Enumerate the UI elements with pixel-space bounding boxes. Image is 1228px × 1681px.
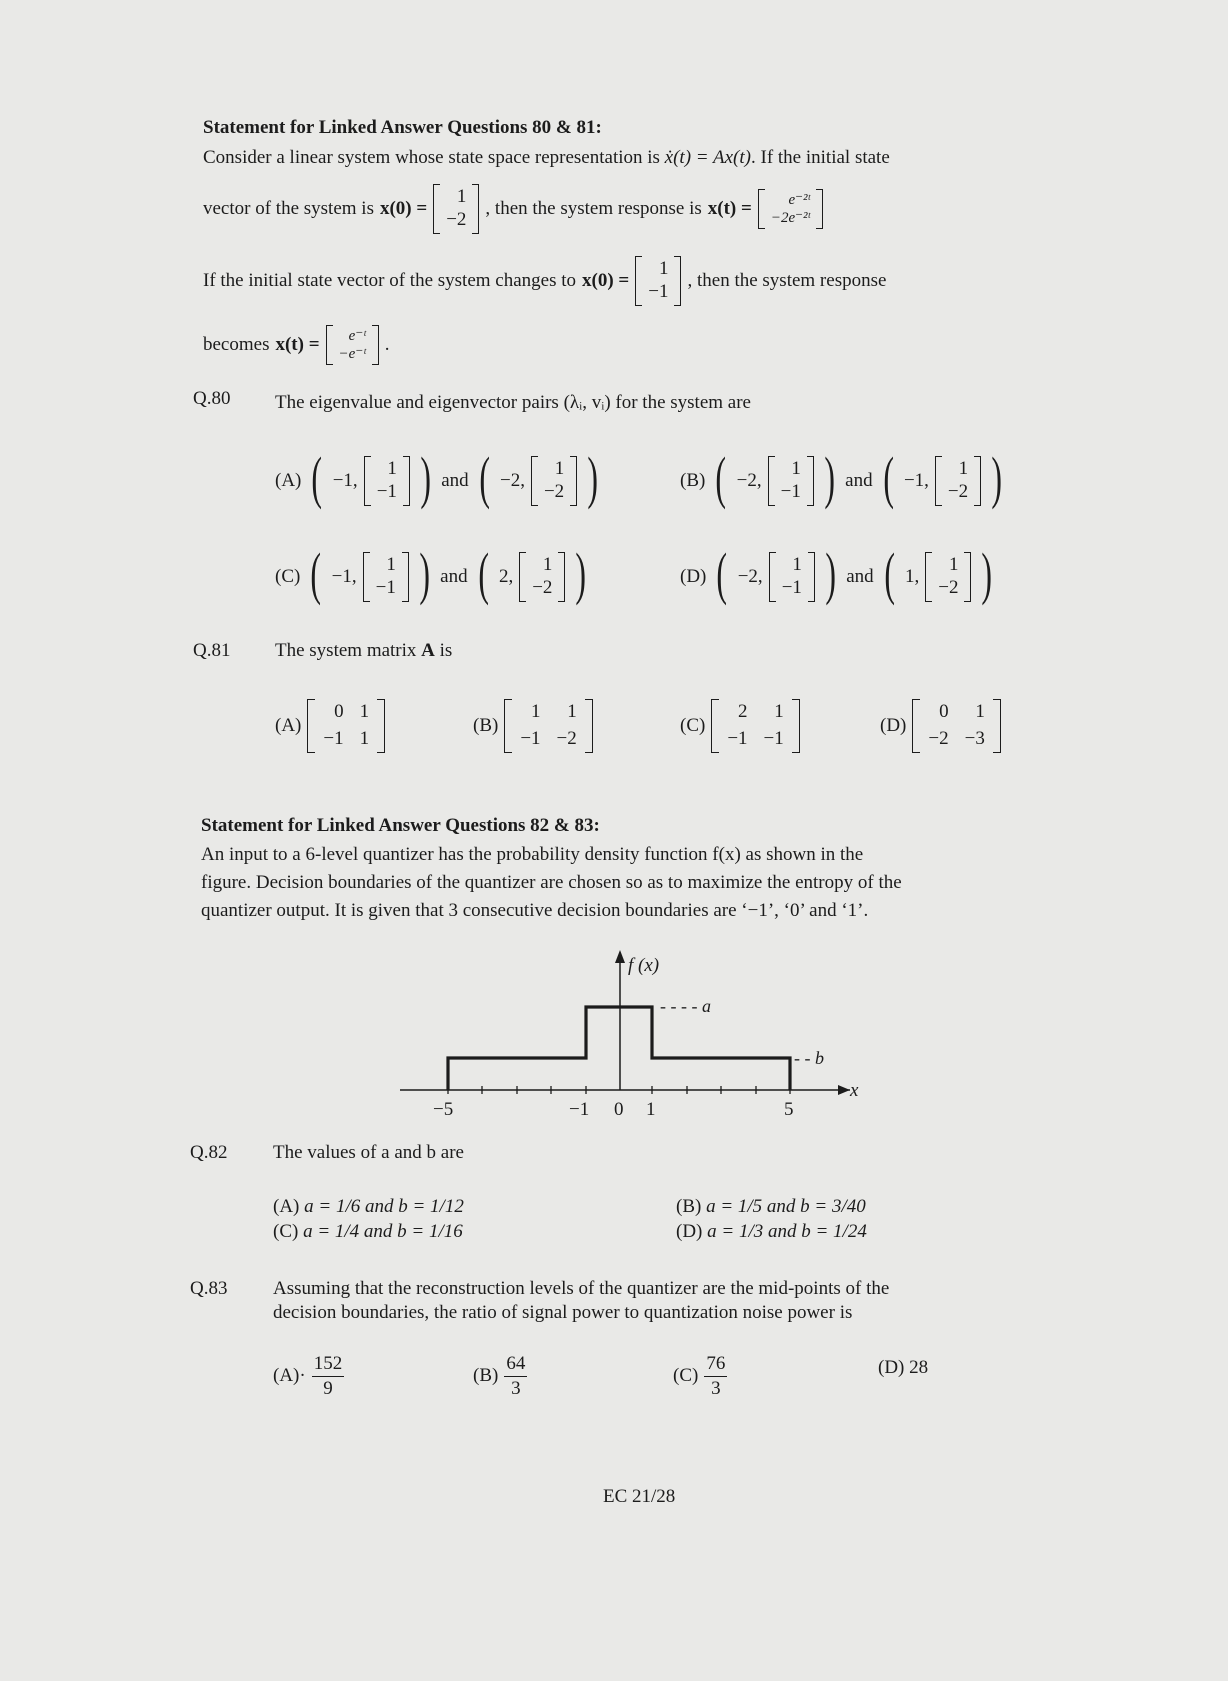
y-axis-arrow (615, 950, 625, 963)
question-83-line-2: decision boundaries, the ratio of signal power to quantization noise power is (273, 1302, 853, 1323)
pdf-figure (390, 945, 870, 1125)
x-axis-label: x (850, 1080, 859, 1101)
section-heading-82-83: Statement for Linked Answer Questions 82 & 83: (201, 815, 600, 836)
q80-option-c: (C) ( −1, 1 −1 ) and ( 2, 1 −2 ) (275, 541, 587, 606)
x-axis-arrow (838, 1085, 850, 1095)
q80-option-d: (D) ( −2, 1 −1 ) and ( 1, 1 −2 ) (680, 541, 993, 606)
y-axis-label: f (x) (628, 955, 660, 976)
q82-option-b: (B) a = 1/5 and b = 3/40 (676, 1196, 866, 1217)
new-initial-state-vector: 1 −1 (635, 256, 681, 306)
b-level-label: - - b (794, 1048, 824, 1068)
statement-line-1: Consider a linear system whose state space representation is ẋ(t) = Ax(t). If the initial state (203, 147, 890, 168)
tick-label-1: 1 (646, 1099, 656, 1120)
q81-option-c: (C) 2 1 −1 −1 (680, 694, 800, 758)
question-83-line-1: Assuming that the reconstruction levels of the quantizer are the mid-points of the (273, 1278, 890, 1299)
page-footer: EC 21/28 (603, 1486, 676, 1507)
q82-option-a: (A) a = 1/6 and b = 1/12 (273, 1196, 464, 1217)
statement-line-4: becomes x(t) = e⁻ᵗ −e⁻ᵗ . (203, 314, 390, 376)
statement-line-2: vector of the system is x(0) = 1 −2 , then the system response is x(t) = e⁻²ᵗ −2e⁻²ᵗ (203, 179, 823, 239)
q82-option-d: (D) a = 1/3 and b = 1/24 (676, 1221, 867, 1242)
question-number-83: Q.83 (190, 1278, 228, 1299)
question-80-text: The eigenvalue and eigenvector pairs (λᵢ, vᵢ) for the system are (275, 392, 751, 413)
response-vector: e⁻²ᵗ −2e⁻²ᵗ (758, 189, 823, 229)
tick-label-0: 0 (614, 1099, 624, 1120)
question-number-81: Q.81 (193, 640, 231, 661)
q80-option-a: (A) ( −1, 1 −1 ) and ( −2, 1 −2 ) (275, 445, 599, 510)
a-level-label: - - - - a (660, 996, 711, 1016)
new-response-vector: e⁻ᵗ −e⁻ᵗ (326, 325, 379, 365)
statement-line-3: If the initial state vector of the system changes to x(0) = 1 −1 , then the system response (203, 250, 886, 312)
q81-option-d: (D) 0 1 −2 −3 (880, 694, 1001, 758)
statement2-line-2: figure. Decision boundaries of the quantizer are chosen so as to maximize the entropy of the (201, 872, 902, 893)
question-number-82: Q.82 (190, 1142, 228, 1163)
pdf-curve (448, 1007, 790, 1090)
tick-label-5: 5 (784, 1099, 794, 1120)
question-81-text: The system matrix A is (275, 640, 453, 661)
initial-state-vector: 1 −2 (433, 184, 479, 234)
q83-option-b: (B) $\frac{64}{3}$ (473, 1353, 526, 1399)
q83-option-a: (A)· $\frac{152}{9}$ (273, 1353, 343, 1399)
q83-option-d: (D) 28 (878, 1357, 929, 1378)
statement2-line-1: An input to a 6-level quantizer has the probability density function f(x) as shown in the (201, 844, 864, 865)
q81-option-b: (B) 1 1 −1 −2 (473, 694, 593, 758)
q82-option-c: (C) a = 1/4 and b = 1/16 (273, 1221, 463, 1242)
question-82-text: The values of a and b are (273, 1142, 464, 1163)
q83-option-c: (C) $\frac{76}{3}$ (673, 1353, 726, 1399)
statement2-line-3: quantizer output. It is given that 3 consecutive decision boundaries are ‘−1’, ‘0’ and ‘1’. (201, 900, 869, 921)
q81-option-a: (A) 0 1 −1 1 (275, 694, 385, 758)
question-number-80: Q.80 (193, 388, 231, 409)
q80-option-b: (B) ( −2, 1 −1 ) and ( −1, 1 −2 ) (680, 445, 1003, 510)
tick-label-neg1: −1 (569, 1099, 590, 1120)
section-heading-80-81: Statement for Linked Answer Questions 80 & 81: (203, 117, 602, 138)
tick-label-neg5: −5 (433, 1099, 454, 1120)
